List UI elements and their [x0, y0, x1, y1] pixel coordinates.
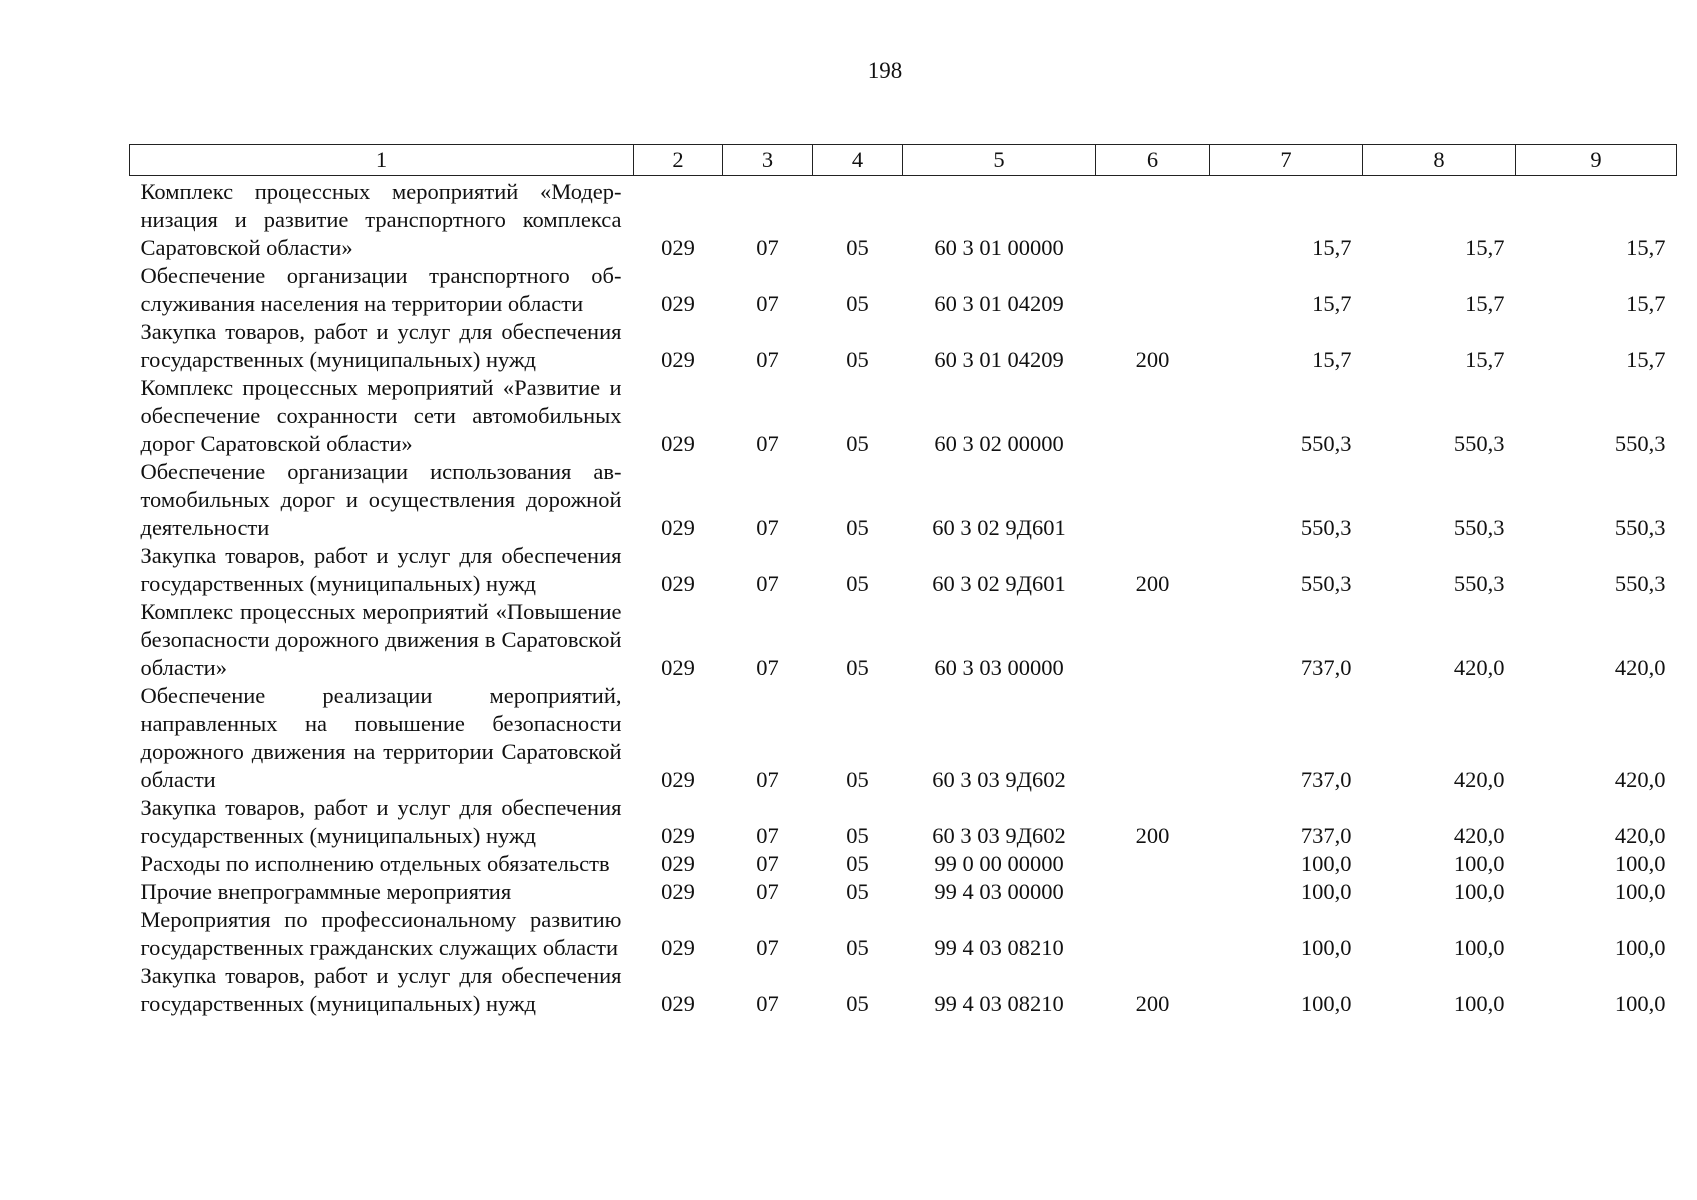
amount-col8-cell: 100,0 [1453, 879, 1505, 904]
amount-col7-cell: 737,0 [1300, 767, 1352, 792]
page-number: 198 [867, 58, 903, 83]
amount-col9-cell: 420,0 [1614, 823, 1666, 848]
row-name-cell: Обеспечение организации использования автомобильных дорог и осуществления дорожной деятельности [140, 459, 622, 540]
header-row [130, 145, 1677, 176]
row-name-cell: Закупка товаров, работ и услуг для обеспечения государственных (муниципальных) нужд [140, 963, 622, 1016]
table-row [130, 878, 1677, 906]
table-row [130, 458, 1677, 542]
amount-col8-cell: 15,7 [1465, 235, 1505, 260]
amount-col7-cell: 100,0 [1300, 991, 1352, 1016]
admin-code-cell: 029 [661, 235, 695, 260]
amount-col9-cell: 420,0 [1614, 655, 1666, 680]
admin-code-cell: 029 [661, 291, 695, 316]
admin-code-cell: 029 [661, 515, 695, 540]
amount-col7-cell: 15,7 [1312, 235, 1352, 260]
amount-col9-cell: 15,7 [1626, 291, 1666, 316]
subsection-cell: 05 [846, 851, 869, 876]
admin-code-cell: 029 [661, 935, 695, 960]
amount-col9-cell: 100,0 [1614, 935, 1666, 960]
expense-type-cell: 200 [1135, 571, 1170, 596]
amount-col8-cell: 550,3 [1453, 515, 1505, 540]
column-header-6: 6 [1096, 145, 1210, 176]
subsection-cell: 05 [846, 655, 869, 680]
amount-col7-cell: 100,0 [1300, 935, 1352, 960]
section-cell: 07 [756, 291, 779, 316]
subsection-cell: 05 [846, 515, 869, 540]
amount-col7-cell: 737,0 [1300, 823, 1352, 848]
target-article-cell: 60 3 03 00000 [934, 655, 1064, 680]
column-header-8: 8 [1363, 145, 1516, 176]
row-name-cell: Закупка товаров, работ и услуг для обеспечения государственных (муниципальных) нужд [140, 543, 622, 596]
table-row [130, 176, 1677, 263]
subsection-cell: 05 [846, 991, 869, 1016]
amount-col7-cell: 15,7 [1312, 347, 1352, 372]
table-header [130, 145, 1677, 176]
amount-col7-cell: 100,0 [1300, 879, 1352, 904]
section-cell: 07 [756, 879, 779, 904]
amount-col9-cell: 420,0 [1614, 767, 1666, 792]
section-cell: 07 [756, 991, 779, 1016]
target-article-cell: 60 3 02 9Д601 [932, 515, 1066, 540]
amount-col9-cell: 550,3 [1614, 571, 1666, 596]
subsection-cell: 05 [846, 935, 869, 960]
amount-col7-cell: 550,3 [1300, 515, 1352, 540]
amount-col8-cell: 550,3 [1453, 571, 1505, 596]
subsection-cell: 05 [846, 767, 869, 792]
amount-col9-cell: 100,0 [1614, 851, 1666, 876]
expense-type-cell: 200 [1135, 347, 1170, 372]
section-cell: 07 [756, 655, 779, 680]
table-row [130, 850, 1677, 878]
table-row [130, 598, 1677, 682]
table-row [130, 682, 1677, 794]
amount-col9-cell: 550,3 [1614, 515, 1666, 540]
admin-code-cell: 029 [661, 767, 695, 792]
row-name-cell: Обеспечение организации транспортного обслуживания населения на территории области [140, 263, 622, 316]
table-row [130, 374, 1677, 458]
amount-col9-cell: 100,0 [1614, 879, 1666, 904]
section-cell: 07 [756, 935, 779, 960]
column-header-1: 1 [130, 145, 634, 176]
expense-type-cell: 200 [1135, 991, 1170, 1016]
row-name-cell: Расходы по исполнению отдельных обязательств [140, 851, 610, 876]
amount-col7-cell: 15,7 [1312, 291, 1352, 316]
amount-col9-cell: 100,0 [1614, 991, 1666, 1016]
section-cell: 07 [756, 347, 779, 372]
column-header-3: 3 [723, 145, 813, 176]
column-header-7: 7 [1210, 145, 1363, 176]
subsection-cell: 05 [846, 571, 869, 596]
admin-code-cell: 029 [661, 823, 695, 848]
amount-col9-cell: 550,3 [1614, 431, 1666, 456]
expense-type-cell [1096, 850, 1210, 878]
amount-col8-cell: 15,7 [1465, 291, 1505, 316]
target-article-cell: 60 3 01 04209 [934, 291, 1064, 316]
amount-col8-cell: 420,0 [1453, 823, 1505, 848]
section-cell: 07 [756, 767, 779, 792]
admin-code-cell: 029 [661, 991, 695, 1016]
target-article-cell: 60 3 01 04209 [934, 347, 1064, 372]
admin-code-cell: 029 [661, 571, 695, 596]
section-cell: 07 [756, 851, 779, 876]
expense-type-cell [1096, 906, 1210, 962]
table-row [130, 542, 1677, 598]
row-name-cell: Мероприятия по профессиональному развитию государственных гражданских служащих области [140, 907, 622, 960]
amount-col8-cell: 100,0 [1453, 991, 1505, 1016]
amount-col9-cell: 15,7 [1626, 235, 1666, 260]
table-row [130, 906, 1677, 962]
target-article-cell: 99 4 03 00000 [934, 879, 1064, 904]
budget-table [129, 144, 1677, 1018]
section-cell: 07 [756, 235, 779, 260]
target-article-cell: 60 3 03 9Д602 [932, 767, 1066, 792]
admin-code-cell: 029 [661, 655, 695, 680]
column-header-5: 5 [903, 145, 1096, 176]
admin-code-cell: 029 [661, 851, 695, 876]
amount-col8-cell: 420,0 [1453, 655, 1505, 680]
row-name-cell: Комплекс процессных мероприятий «Развитие и обеспечение сохранности сети автомобильных дорог Саратовской области» [140, 375, 622, 456]
admin-code-cell: 029 [661, 347, 695, 372]
amount-col7-cell: 550,3 [1300, 571, 1352, 596]
expense-type-cell [1096, 598, 1210, 682]
subsection-cell: 05 [846, 347, 869, 372]
column-header-4: 4 [813, 145, 903, 176]
expense-type-cell [1096, 682, 1210, 794]
column-header-2: 2 [634, 145, 723, 176]
subsection-cell: 05 [846, 291, 869, 316]
target-article-cell: 60 3 02 9Д601 [932, 571, 1066, 596]
amount-col7-cell: 737,0 [1300, 655, 1352, 680]
row-name-cell: Закупка товаров, работ и услуг для обеспечения государственных (муниципальных) нужд [140, 795, 622, 848]
admin-code-cell: 029 [661, 431, 695, 456]
expense-type-cell [1096, 262, 1210, 318]
amount-col8-cell: 100,0 [1453, 935, 1505, 960]
target-article-cell: 60 3 01 00000 [934, 235, 1064, 260]
subsection-cell: 05 [846, 823, 869, 848]
row-name-cell: Обеспечение реализации мероприятий, направленных на повышение безопасности дорожного движения на территории Саратовской области [140, 683, 622, 792]
expense-type-cell [1096, 458, 1210, 542]
amount-col7-cell: 550,3 [1300, 431, 1352, 456]
subsection-cell: 05 [846, 431, 869, 456]
amount-col8-cell: 420,0 [1453, 767, 1505, 792]
target-article-cell: 99 4 03 08210 [934, 991, 1064, 1016]
row-name-cell: Прочие внепрограммные мероприятия [140, 879, 512, 904]
table-body [130, 176, 1677, 1019]
subsection-cell: 05 [846, 235, 869, 260]
amount-col8-cell: 100,0 [1453, 851, 1505, 876]
column-header-9: 9 [1516, 145, 1677, 176]
row-name-cell: Закупка товаров, работ и услуг для обеспечения государственных (муниципальных) нужд [140, 319, 622, 372]
target-article-cell: 99 4 03 08210 [934, 935, 1064, 960]
expense-type-cell [1096, 374, 1210, 458]
table-row [130, 962, 1677, 1018]
section-cell: 07 [756, 571, 779, 596]
target-article-cell: 60 3 03 9Д602 [932, 823, 1066, 848]
row-name-cell: Комплекс процессных мероприятий «Повышение безопасности дорожного движения в Саратовской области» [140, 599, 622, 680]
admin-code-cell: 029 [661, 879, 695, 904]
section-cell: 07 [756, 431, 779, 456]
amount-col8-cell: 550,3 [1453, 431, 1505, 456]
target-article-cell: 99 0 00 00000 [934, 851, 1064, 876]
row-name-cell: Комплекс процессных мероприятий «Модернизация и развитие транспортного комплекса Саратовской области» [140, 179, 622, 260]
expense-type-cell [1096, 878, 1210, 906]
table-row [130, 262, 1677, 318]
amount-col9-cell: 15,7 [1626, 347, 1666, 372]
expense-type-cell: 200 [1135, 823, 1170, 848]
expense-type-cell [1096, 176, 1210, 263]
amount-col8-cell: 15,7 [1465, 347, 1505, 372]
target-article-cell: 60 3 02 00000 [934, 431, 1064, 456]
subsection-cell: 05 [846, 879, 869, 904]
section-cell: 07 [756, 515, 779, 540]
amount-col7-cell: 100,0 [1300, 851, 1352, 876]
table-row [130, 794, 1677, 850]
table-row [130, 318, 1677, 374]
section-cell: 07 [756, 823, 779, 848]
